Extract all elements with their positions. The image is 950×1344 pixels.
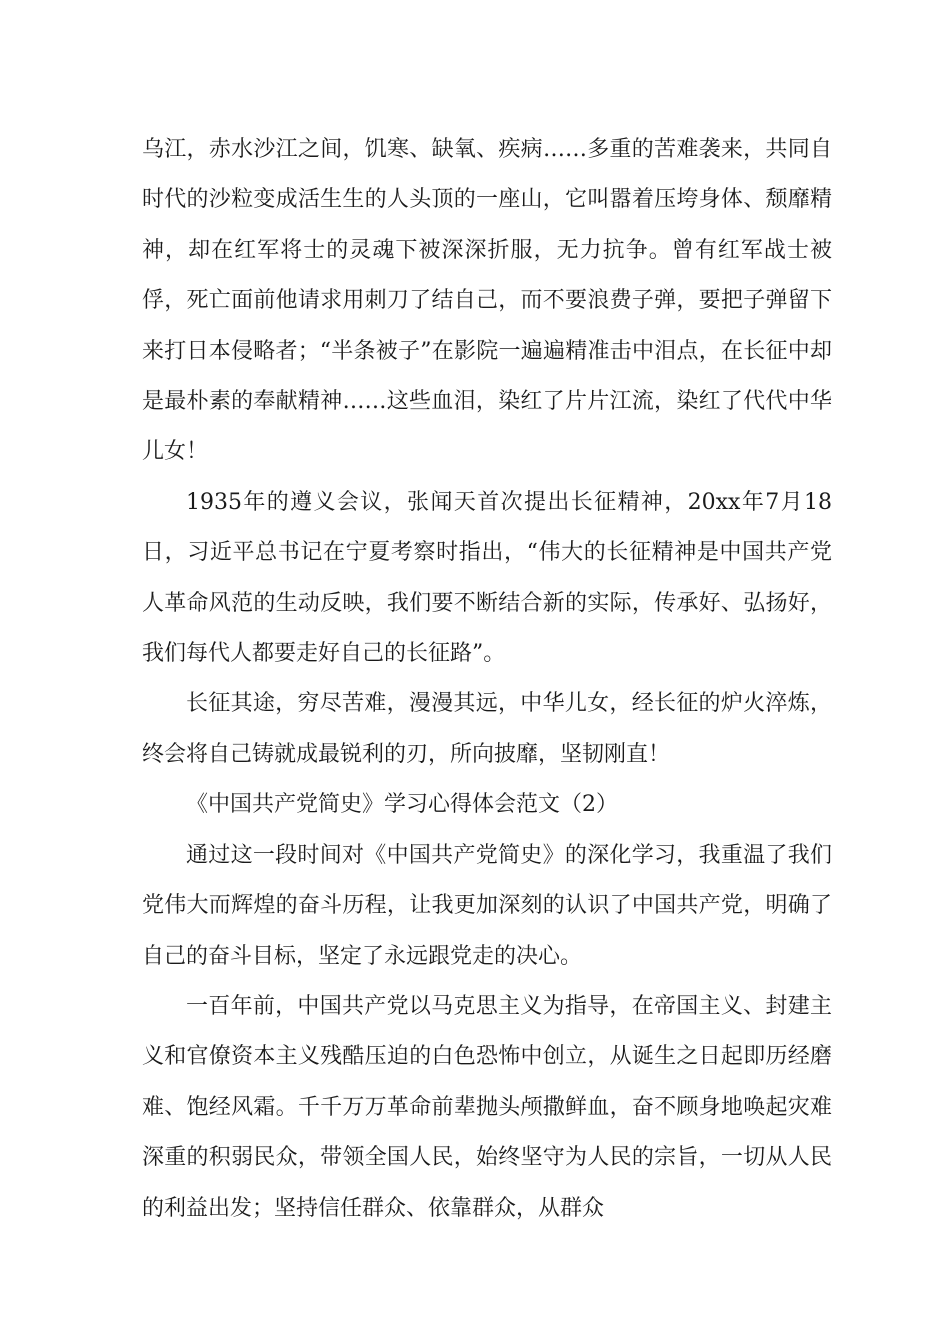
document-page <box>142 125 832 1234</box>
paragraph-long-march: 长征其途，穷尽苦难，漫漫其远，中华儿女，经长征的炉火淬炼，终会将自己铸就成最锐利的刃，所向披靡，坚韧刚直！ <box>142 691 832 767</box>
paragraph-study: 通过这一段时间对《中国共产党简史》的深化学习，我重温了我们党伟大而辉煌的奋斗历程，让我更加深刻的认识了中国共产党，明确了自己的奋斗目标，坚定了永远跟党走的决心。 <box>142 842 832 969</box>
paragraph-continued: 乌江，赤水沙江之间，饥寒、缺氧、疾病……多重的苦难袭来，共同自时代的沙粒变成活生生的人头顶的一座山，它叫嚣着压垮身体、颓靡精神，却在红军将士的灵魂下被深深折服，无力抗争。曾有红军战士被俘，死亡面前他请求用刺刀了结自己，而不要浪费子弹，要把子弹留下来打日本侵略者；“半条被子”在影院一遍遍精准击中泪点，在长征中却是最朴素的奉献精神……这些血泪，染红了片片江流，染红了代代中华儿女！ <box>142 137 832 465</box>
paragraph-zunyi: 1935年的遵义会议，张闻天首次提出长征精神，20xx年7月18日，习近平总书记在宁夏考察时指出，“伟大的长征精神是中国共产党人革命风范的生动反映，我们要不断结合新的实际，传承好、弘扬好，我们每代人都要走好自己的长征路”。 <box>142 489 832 667</box>
section-heading: 《中国共产党简史》学习心得体会范文（2） <box>186 792 618 818</box>
paragraph-history: 一百年前，中国共产党以马克思主义为指导，在帝国主义、封建主义和官僚资本主义残酷压迫的白色恐怖中创立，从诞生之日起即历经磨难、饱经风霜。千千万万革命前辈抛头颅撒鲜血，奋不顾身地唤起灾难深重的积弱民众，带领全国人民，始终坚守为人民的宗旨，一切从人民的利益出发；坚持信任群众、依靠群众，从群众 <box>142 993 832 1221</box>
